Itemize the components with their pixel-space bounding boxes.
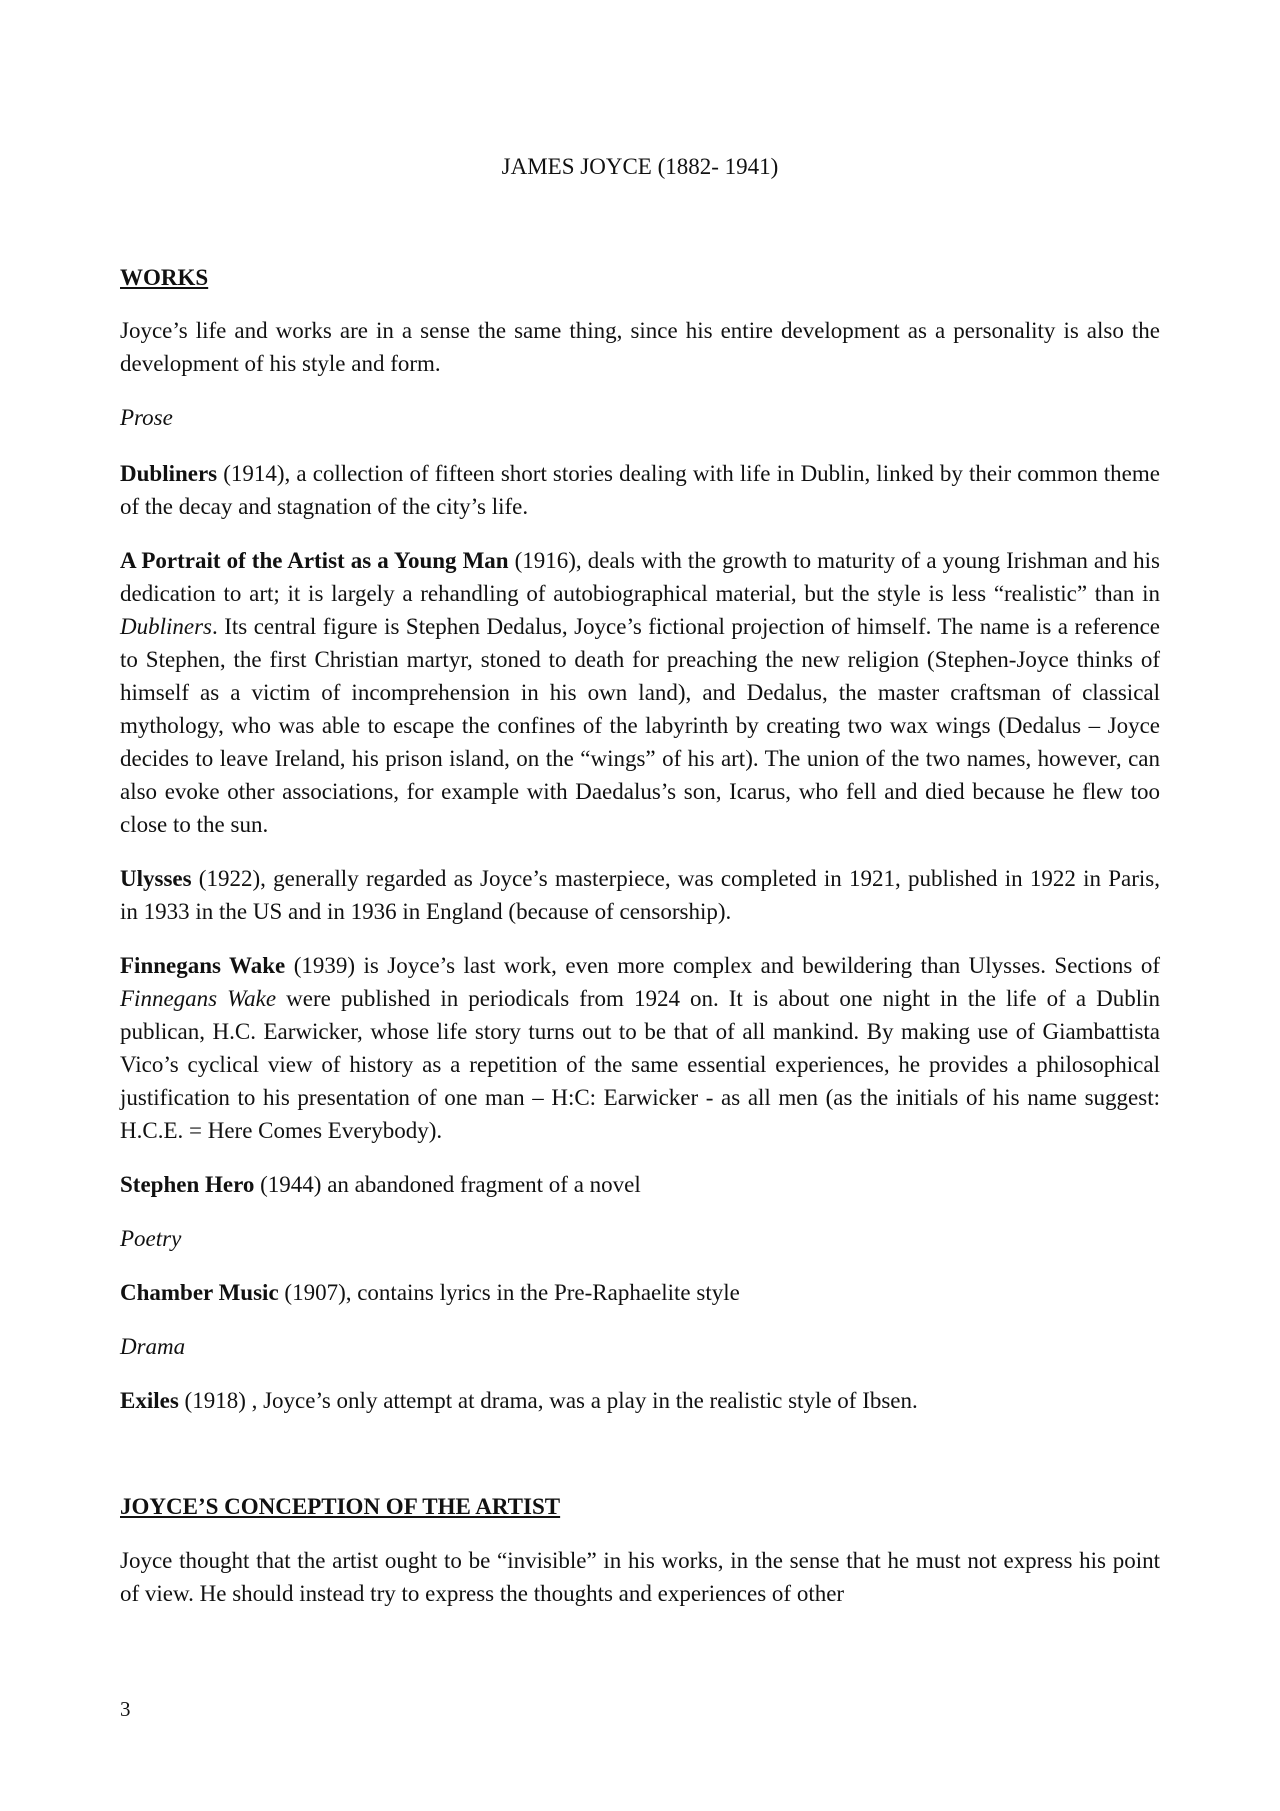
ulysses-paragraph	[120, 862, 1160, 928]
finnegans-title: Finnegans Wake	[120, 953, 286, 978]
portrait-text-a: (1916), deals with the growth to maturity of a young Irishman and his dedication to art; it is largely a rehandling of autobiographical material, but the style is less “realistic” than in	[120, 548, 1161, 606]
drama-label: Drama	[120, 1334, 186, 1359]
finnegans-text-a: (1939) is Joyce’s last work, even more complex and bewildering than Ulysses. Sections of	[285, 953, 1160, 978]
conception-heading: JOYCE’S CONCEPTION OF THE ARTIST	[120, 1494, 561, 1519]
dubliners-paragraph	[120, 457, 1160, 523]
stephen-hero-title: Stephen Hero	[120, 1172, 255, 1197]
exiles-text: (1918) , Joyce’s only attempt at drama, was a play in the realistic style of Ibsen.	[178, 1388, 918, 1413]
dubliners-text: (1914), a collection of fifteen short stories dealing with life in Dublin, linked by their common theme of the decay and stagnation of the city’s life.	[120, 461, 1160, 519]
portrait-italic: Dubliners	[120, 614, 212, 639]
ulysses-title: Ulysses	[120, 866, 192, 891]
prose-label: Prose	[120, 405, 173, 430]
page-content	[120, 150, 1160, 1610]
stephen-hero-paragraph	[120, 1168, 1160, 1201]
stephen-hero-text: (1944) an abandoned fragment of a novel	[254, 1172, 641, 1197]
chamber-music-paragraph	[120, 1276, 1160, 1309]
conception-paragraph: Joyce thought that the artist ought to be “invisible” in his works, in the sense that he must not express his point of view. He should instead try to express the thoughts and experiences of other	[120, 1548, 1160, 1606]
portrait-title: A Portrait of the Artist as a Young Man	[120, 548, 509, 573]
intro-paragraph: Joyce’s life and works are in a sense the same thing, since his entire development as a personality is also the development of his style and form.	[120, 318, 1160, 376]
chamber-music-title: Chamber Music	[120, 1280, 279, 1305]
portrait-paragraph	[120, 544, 1160, 841]
dubliners-title: Dubliners	[120, 461, 218, 486]
page-number: 3	[120, 1697, 131, 1721]
portrait-text-b: . Its central figure is Stephen Dedalus, Joyce’s fictional projection of himself. The name is a reference to Stephen, the first Christian martyr, stoned to death for preaching the new religion (Stephen-Joyce thinks of himself as a victim of incomprehension in his own land), and Dedalus, the master craftsman of classical mythology, who was able to escape the confines of the labyrinth by creating two wax wings (Dedalus – Joyce decides to leave Ireland, his prison island, on the “wings” of his art). The union of the two names, however, can also evoke other associations, for example with Daedalus’s son, Icarus, who fell and died because he flew too close to the sun.	[120, 614, 1160, 837]
finnegans-paragraph	[120, 949, 1160, 1147]
document-title: JAMES JOYCE (1882- 1941)	[501, 154, 779, 179]
poetry-label: Poetry	[120, 1226, 182, 1251]
exiles-title: Exiles	[120, 1388, 179, 1413]
finnegans-italic: Finnegans Wake	[120, 986, 277, 1011]
finnegans-text-b: were published in periodicals from 1924 on. It is about one night in the life of a Dublin publican, H.C. Earwicker, whose life story turns out to be that of all mankind. By making use of Giambattista Vico’s cyclical view of history as a repetition of the same essential experiences, he provides a philosophical justification to his presentation of one man – H:C: Earwicker - as all men (as the initials of his name suggest: H.C.E. = Here Comes Everybody).	[120, 986, 1160, 1143]
exiles-paragraph	[120, 1384, 1160, 1417]
ulysses-text: (1922), generally regarded as Joyce’s masterpiece, was completed in 1921, published in 1922 in Paris, in 1933 in the US and in 1936 in England (because of censorship).	[120, 866, 1160, 924]
chamber-music-text: (1907), contains lyrics in the Pre-Raphaelite style	[278, 1280, 740, 1305]
works-heading: WORKS	[120, 265, 209, 290]
